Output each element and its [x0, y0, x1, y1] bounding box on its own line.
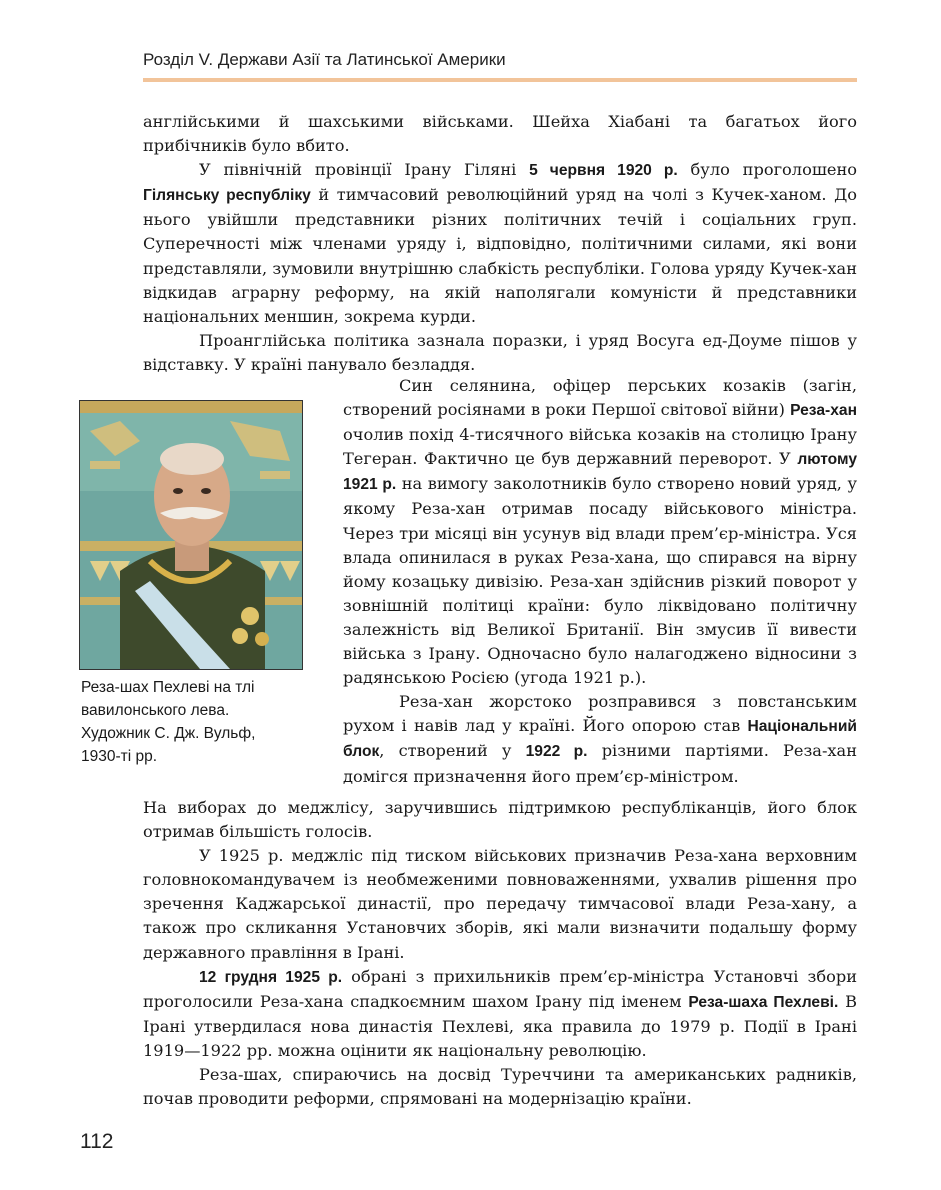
paragraph: англійськими й шахськими військами. Шейха Хіабані та багатьох його прибічників було вбито.	[143, 112, 857, 156]
paragraph: Реза-хан жорстоко розправився з повстанським рухом і навів лад у країні. Його опорою став Національний блок, створений у 1922 р. різними партіями. Реза-хан домігся призначення його прем’єр-міністром.	[343, 692, 857, 786]
header-rule	[143, 78, 857, 82]
bold-term: Національний блок	[343, 718, 857, 761]
paragraph: На виборах до меджлісу, заручившись підтримкою республіканців, його блок отримав більшість голосів.	[143, 798, 857, 842]
bold-term: Реза-шаха Пехлеві.	[688, 993, 839, 1011]
portrait-image	[79, 400, 303, 670]
bold-date: 12 грудня 1925 р.	[199, 968, 343, 986]
paragraph: Проанглійська політика зазнала поразки, і уряд Восуга ед-Доуме пішов у відставку. У країні панувало безладдя.	[143, 330, 857, 374]
page-header: Розділ V. Держави Азії та Латинської Америки	[143, 50, 506, 69]
paragraph: Реза-шах, спираючись на досвід Туреччини та американських радників, почав проводити реформи, спрямовані на модернізацію країни.	[143, 1065, 857, 1109]
paragraph: У 1925 р. меджліс під тиском військових призначив Реза-хана верховним головнокомандувачем із необмеженими повноваженнями, ухвалив рішення про зречення Каджарської династії, про передачу тимчасової влади Реза-хану, а також про скликання Установчих зборів, які мали визначити подальшу форму державного правління в Ірані.	[143, 846, 857, 962]
text-block-top	[143, 110, 857, 377]
bold-date: 5 червня 1920 р.	[529, 162, 678, 180]
text-block-bottom	[143, 796, 857, 1111]
paragraph: 12 грудня 1925 р. обрані з прихильників прем’єр-міністра Установчі збори проголосили Реза-хана спадкоємним шахом Ірану під іменем Реза-шаха Пехлеві. В Ірані утвердилася нова династія Пехлеві, яка правила до 1979 р. Події в Ірані 1919—1922 рр. можна оцінити як національну революцію.	[143, 966, 857, 1060]
bold-term: Гілянську республіку	[143, 187, 311, 205]
portrait-caption: Реза-шах Пехлеві на тлі вавилонського лева. Художник С. Дж. Вульф, 1930-ті рр.	[81, 679, 256, 765]
bold-date: лютому 1921 р.	[343, 451, 857, 494]
paragraph: Син селянина, офіцер перських козаків (загін, створений росіянами в роки Першої світової війни) Реза-хан очолив похід 4-тисячного війська козаків на столицю Ірану Тегеран. Фактично це був державний переворот. У лютому 1921 р. на вимогу заколотників було створено новий уряд, у якому Реза-хан отримав посаду військового міністра. Через три місяці він усунув від влади прем’єр-міністра. Уся влада опинилася в руках Реза-хана, що спирався на вірну йому козацьку дивізію. Реза-хан здійснив різкий поворот у зовнішній політиці країни: було ліквідовано політичну залежність від Великої Британії. Він змусив її вивести війська з Ірану. Одночасно було налагоджено відносини з радянською Росією (угода 1921 р.).	[343, 376, 857, 688]
bold-date: 1922 р.	[525, 743, 588, 761]
text-block-wrap	[343, 374, 857, 789]
page-number: 112	[80, 1130, 114, 1153]
paragraph: У північній провінції Ірану Гіляні 5 червня 1920 р. було проголошено Гілянську республіку й тимчасовий революційний уряд на чолі з Кучек-ханом. До нього увійшли представники різних політичних течій і соціальних груп. Суперечності між членами уряду і, відповідно, політичними силами, які вони представляли, зумовили внутрішню слабкість республіки. Голова уряду Кучек-хан відкидав аграрну реформу, на якій наполягали комуністи й представники національних меншин, зокрема курди.	[143, 160, 857, 326]
bold-term: Реза-хан	[790, 402, 857, 420]
